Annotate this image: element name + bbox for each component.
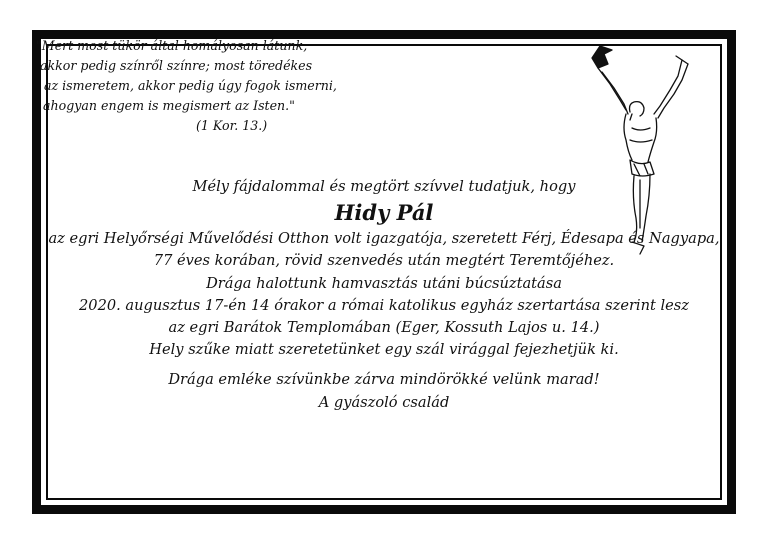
signature: A gyászoló család <box>318 393 450 411</box>
notice-line: az egri Barátok Templomában (Eger, Kossuth Lajos u. 14.) <box>168 319 600 337</box>
deceased-name: Hidy Pál <box>334 200 434 226</box>
quote-reference: (1 Kor. 13.) <box>196 118 268 133</box>
closing-line: Drága emléke szívünkbe zárva mindörökké velünk marad! <box>168 371 600 389</box>
notice-line: Hely szűke miatt szeretetünket egy szál virággal fejezhetjük ki. <box>149 341 619 359</box>
obituary-text <box>0 176 768 414</box>
intro-line: Mély fájdalommal és megtört szívvel tudatjuk, hogy <box>192 178 576 195</box>
quote-line: az ismeretem, akkor pedig úgy fogok ismerni, <box>44 78 337 93</box>
bible-quote <box>36 36 337 136</box>
quote-line: "Mert most tükör által homályosan látunk, <box>36 38 308 53</box>
notice-line: 77 éves korában, rövid szenvedés után megtért Teremtőjéhez. <box>153 252 615 270</box>
notice-line: az egri Helyőrségi Művelődési Otthon volt igazgatója, szeretett Férj, Édesapa és Nagyapa, <box>48 230 720 248</box>
notice-line: 2020. augusztus 17-én 14 órakor a római katolikus egyház szertartása szerint lesz <box>79 296 689 314</box>
notice-line: Drága halottunk hamvasztás utáni búcsúztatása <box>206 274 562 292</box>
quote-line: ahogyan engem is megismert az Isten." <box>43 98 295 113</box>
quote-line: akkor pedig színről színre; most töredékes <box>40 58 313 73</box>
